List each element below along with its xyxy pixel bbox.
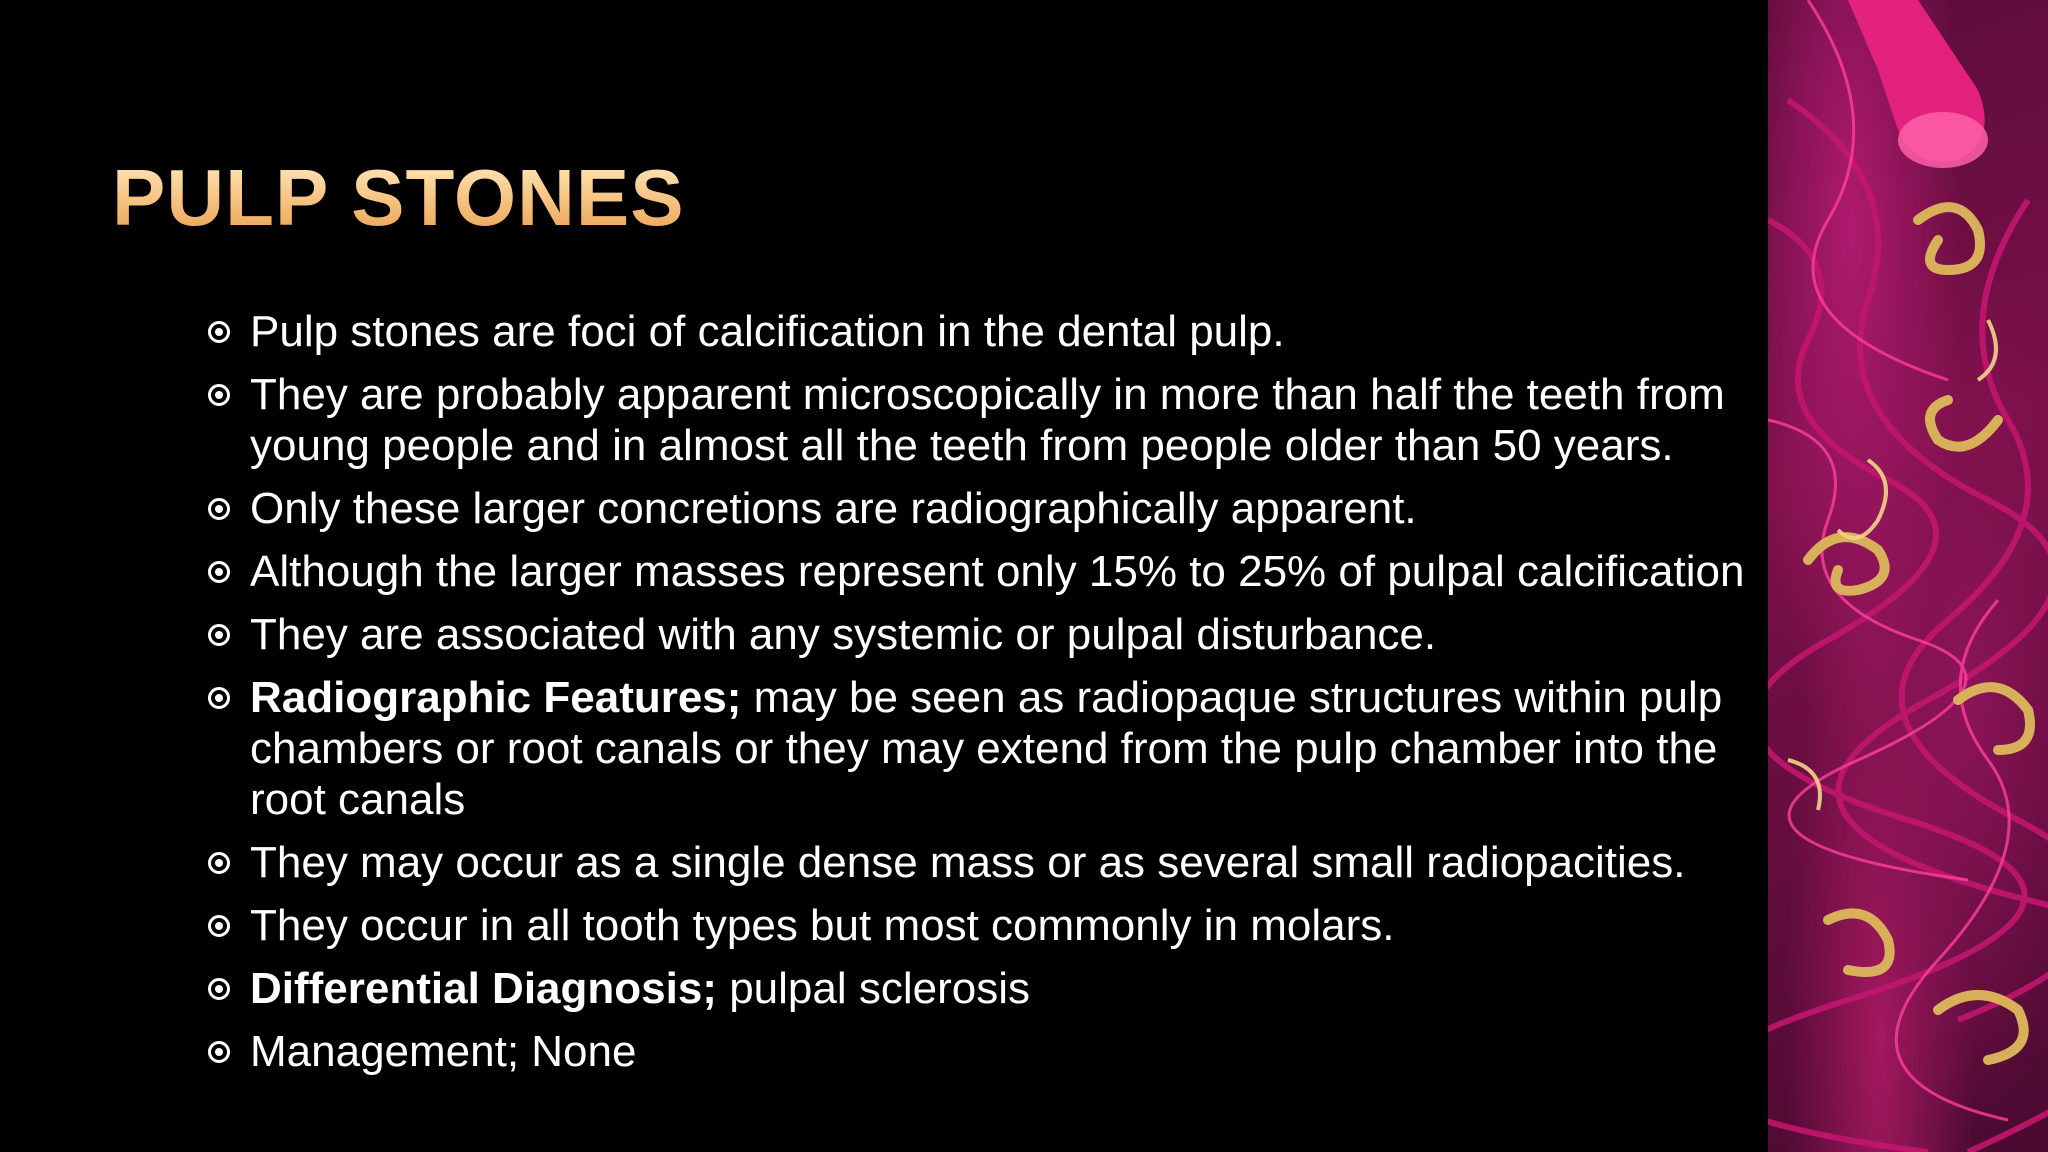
bullet-line — [250, 1026, 1846, 1077]
bullet-list — [206, 306, 1846, 1089]
bullet-line — [250, 420, 1846, 471]
bullet-text: root canals — [250, 775, 466, 824]
bullet-line — [250, 900, 1846, 951]
bullet-item — [206, 546, 1846, 597]
bullet-text: They are probably apparent microscopically in more than half the teeth from — [250, 370, 1725, 419]
bullet-item — [206, 837, 1846, 888]
bullet-line — [250, 369, 1846, 420]
bullet-text: They are associated with any systemic or pulpal disturbance. — [250, 610, 1437, 659]
bullet-line — [250, 546, 1846, 597]
bullet-text: Although the larger masses represent only 15% to 25% of pulpal calcification — [250, 547, 1745, 596]
bullet-marker-icon — [208, 624, 230, 646]
bullet-line — [250, 306, 1846, 357]
bullet-heading: Differential Diagnosis; — [250, 964, 717, 1013]
bullet-line — [250, 483, 1846, 534]
bullet-marker-icon — [208, 915, 230, 937]
bullet-text: They occur in all tooth types but most commonly in molars. — [250, 901, 1395, 950]
bullet-item — [206, 672, 1846, 825]
bullet-marker-icon — [208, 1041, 230, 1063]
bullet-marker-icon — [208, 321, 230, 343]
bullet-item — [206, 963, 1846, 1014]
bullet-marker-icon — [208, 498, 230, 520]
slide-title: PULP STONES — [112, 150, 685, 246]
bullet-line — [250, 837, 1846, 888]
bullet-line — [250, 609, 1846, 660]
bullet-text: They may occur as a single dense mass or as several small radiopacities. — [250, 838, 1686, 887]
bullet-marker-icon — [208, 978, 230, 1000]
bullet-line — [250, 723, 1846, 774]
bullet-item — [206, 369, 1846, 471]
bullet-heading: Radiographic Features; — [250, 673, 742, 722]
bullet-item — [206, 609, 1846, 660]
bullet-marker-icon — [208, 561, 230, 583]
bullet-item — [206, 1026, 1846, 1077]
bullet-item — [206, 900, 1846, 951]
bullet-line — [250, 963, 1846, 1014]
bullet-text: may be seen as radiopaque structures within pulp — [741, 673, 1723, 722]
bullet-text: Pulp stones are foci of calcification in the dental pulp. — [250, 307, 1285, 356]
bullet-text: young people and in almost all the teeth from people older than 50 years. — [250, 421, 1674, 470]
bullet-marker-icon — [208, 384, 230, 406]
bullet-text: Management; None — [250, 1027, 637, 1076]
bullet-text: Only these larger concretions are radiographically apparent. — [250, 484, 1417, 533]
bullet-marker-icon — [208, 852, 230, 874]
bullet-line — [250, 672, 1846, 723]
bullet-line — [250, 774, 1846, 825]
bullet-item — [206, 306, 1846, 357]
bullet-item — [206, 483, 1846, 534]
bullet-text: pulpal sclerosis — [716, 964, 1030, 1013]
bullet-text: chambers or root canals or they may extend from the pulp chamber into the — [250, 724, 1718, 773]
bullet-marker-icon — [208, 687, 230, 709]
